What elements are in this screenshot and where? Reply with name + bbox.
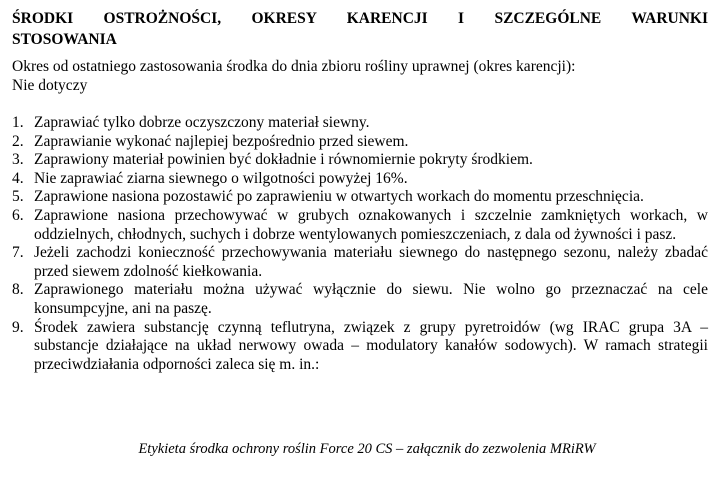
list-item [12,151,708,170]
list-item-number: 8. [12,281,24,299]
list-item-number: 4. [12,169,24,187]
list-item [12,114,708,133]
list-item-number: 6. [12,206,24,224]
document-page [12,0,708,374]
precautions-list [12,114,708,374]
section-heading-line-2: STOSOWANIA [12,31,117,48]
intro-paragraph [12,57,708,95]
intro-line-1: Okres od ostatniego zastosowania środka do dnia zbioru rośliny uprawnej (okres karencji): [12,58,576,75]
list-item-text: Zaprawione nasiona pozostawić po zaprawieniu w otwartych workach do momentu przeschnięcia. [34,188,644,206]
list-item-number: 9. [12,318,24,336]
footer-caption: Etykieta środka ochrony roślin Force 20 CS – załącznik do zezwolenia MRiRW [138,441,596,457]
list-item [12,281,708,318]
list-item-number: 5. [12,188,24,206]
list-item [12,319,708,375]
list-item-text: Jeżeli zachodzi konieczność przechowywania materiału siewnego do następnego sezonu, należy zbadać przed siewem zdolność kiełkowania. [34,244,708,280]
list-item-text: Nie zaprawiać ziarna siewnego o wilgotności powyżej 16%. [34,169,408,187]
intro-line-2: Nie dotyczy [12,77,88,94]
list-item-number: 3. [12,151,24,169]
list-item-text: Zaprawianie wykonać najlepiej bezpośrednio przed siewem. [34,132,409,150]
list-item-text: Zaprawiać tylko dobrze oczyszczony materiał siewny. [34,114,370,131]
section-heading-line-1: ŚRODKI OSTROŻNOŚCI, OKRESY KARENCJI I SZCZEGÓLNE WARUNKI [12,10,708,27]
section-heading [12,8,708,50]
list-item-text: Środek zawiera substancję czynną teflutryna, związek z grupy pyretroidów (wg IRAC grupa 3A – substancje działające na układ nerwowy owada – modulatory kanałów sodowych). W ramach strategii przeciwdziałania odporności zaleca się m. in.: [34,318,708,373]
list-item-number: 7. [12,244,24,262]
list-item-text: Zaprawiony materiał powinien być dokładnie i równomiernie pokryty środkiem. [34,151,533,169]
list-item [12,244,708,281]
list-item-number: 2. [12,132,24,150]
list-item [12,207,708,244]
list-item [12,133,708,152]
list-item-text: Zaprawionego materiału można używać wyłącznie do siewu. Nie wolno go przeznaczać na cele konsumpcyjne, ani na paszę. [34,281,708,317]
list-item-text: Zaprawione nasiona przechowywać w grubych oznakowanych i szczelnie zamkniętych workach, w oddzielnych, chłodnych, suchych i dobrze wentylowanych pomieszczeniach, z dala od żywności i pasz. [34,206,708,243]
list-item [12,170,708,189]
list-item-number: 1. [12,114,24,131]
list-item [12,188,708,207]
